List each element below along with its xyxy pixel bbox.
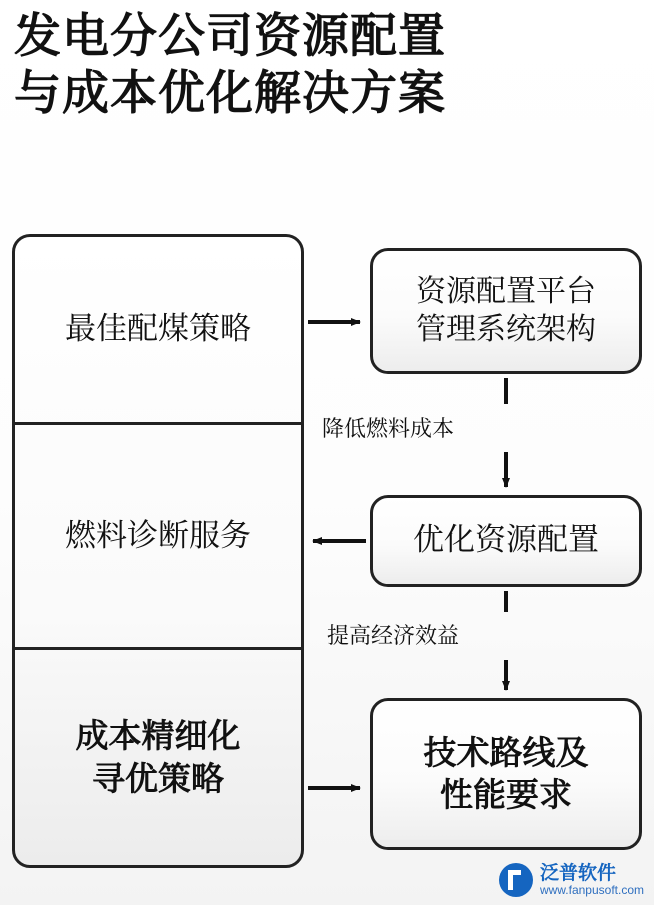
node-resource-platform-architecture-line-1: 资源配置平台 [416, 273, 596, 309]
node-technical-route-performance-line-1: 技术路线及 [423, 732, 589, 772]
node-fuel-diagnosis-service-label: 燃料诊断服务 [65, 517, 251, 554]
node-best-coal-blending[interactable] [15, 237, 301, 422]
node-technical-route-performance[interactable] [370, 698, 642, 850]
page-title [14, 8, 634, 123]
page-title-line-1: 发电分公司资源配置 [14, 9, 446, 64]
node-optimize-resource-allocation-label: 优化资源配置 [413, 522, 599, 559]
page-title-line-2: 与成本优化解决方案 [14, 66, 446, 122]
watermark-url: www.fanpusoft.com [539, 882, 644, 897]
watermark-text [539, 861, 644, 897]
node-resource-platform-architecture-line-2: 管理系统架构 [416, 312, 596, 347]
node-cost-refinement-strategy[interactable] [15, 647, 301, 865]
node-cost-refinement-strategy-label-line-1: 成本精细化 [75, 715, 241, 755]
watermark-brand: 泛普软件 [539, 861, 616, 884]
watermark [499, 863, 644, 897]
node-resource-platform-architecture[interactable] [370, 248, 642, 374]
node-optimize-resource-allocation[interactable] [370, 495, 642, 587]
node-fuel-diagnosis-service[interactable] [15, 422, 301, 647]
left-column-container [12, 234, 304, 868]
connector-label-improve-economic-benefit: 提高经济效益 [327, 624, 460, 649]
node-technical-route-performance-line-2: 性能要求 [440, 775, 572, 814]
connector-label-reduce-fuel-cost: 降低燃料成本 [322, 417, 455, 442]
node-best-coal-blending-label: 最佳配煤策略 [65, 311, 251, 348]
node-cost-refinement-strategy-label-line-2: 寻优策略 [92, 758, 224, 798]
brand-logo-icon [499, 863, 533, 897]
